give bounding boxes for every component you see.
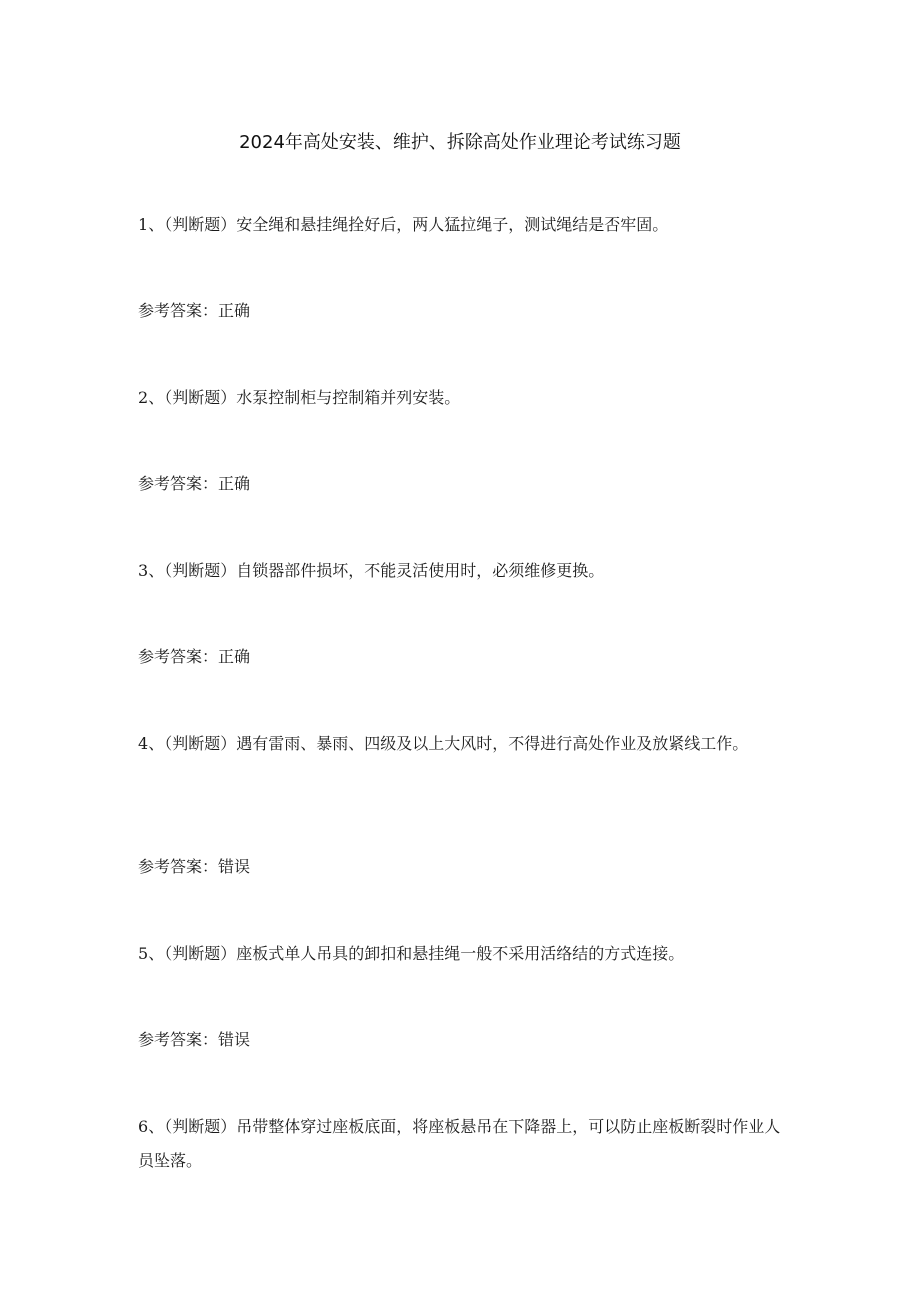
question-type: （判断题） [164, 1117, 237, 1136]
question-separator: 、 [148, 1117, 165, 1136]
answer-value: 错误 [218, 1030, 251, 1049]
question-type: （判断题） [164, 944, 237, 963]
answer-value: 正确 [218, 474, 251, 493]
question-2 [138, 381, 788, 415]
answer-label: 参考答案： [138, 301, 219, 320]
question-type: （判断题） [164, 388, 237, 407]
question-type: （判断题） [164, 215, 237, 234]
question-number: 1 [138, 215, 149, 234]
answer-value: 错误 [218, 857, 251, 876]
answer-1 [138, 299, 250, 323]
question-text: 吊带整体穿过座板底面，将座板悬吊在下降器上，可以防止座板断裂时作业人员坠落。 [138, 1117, 781, 1170]
answer-4 [138, 855, 250, 879]
question-3 [138, 554, 788, 588]
answer-2 [138, 472, 250, 496]
question-number: 3 [138, 561, 149, 580]
question-separator: 、 [148, 944, 165, 963]
question-text: 水泵控制柜与控制箱并列安装。 [236, 388, 461, 407]
question-separator: 、 [148, 388, 165, 407]
question-separator: 、 [148, 734, 165, 753]
question-1 [138, 208, 788, 242]
question-number: 2 [138, 388, 149, 407]
answer-value: 正确 [218, 647, 251, 666]
answer-label: 参考答案： [138, 647, 219, 666]
answer-value: 正确 [218, 301, 251, 320]
question-5 [138, 937, 788, 971]
question-text: 遇有雷雨、暴雨、四级及以上大风时，不得进行高处作业及放紧线工作。 [236, 734, 749, 753]
question-6 [138, 1110, 788, 1178]
document-title: 2024年高处安装、维护、拆除高处作业理论考试练习题 [239, 132, 681, 153]
question-text: 安全绳和悬挂绳拴好后，两人猛拉绳子，测试绳结是否牢固。 [236, 215, 669, 234]
question-number: 5 [138, 944, 149, 963]
answer-5 [138, 1028, 250, 1052]
answer-label: 参考答案： [138, 474, 219, 493]
answer-label: 参考答案： [138, 857, 219, 876]
question-text: 自锁器部件损坏，不能灵活使用时，必须维修更换。 [236, 561, 605, 580]
question-number: 6 [138, 1117, 149, 1136]
answer-3 [138, 645, 250, 669]
question-text: 座板式单人吊具的卸扣和悬挂绳一般不采用活络结的方式连接。 [236, 944, 685, 963]
question-number: 4 [138, 734, 149, 753]
answer-label: 参考答案： [138, 1030, 219, 1049]
question-separator: 、 [148, 215, 165, 234]
question-4 [138, 727, 758, 761]
question-type: （判断题） [164, 561, 237, 580]
question-type: （判断题） [164, 734, 237, 753]
question-separator: 、 [148, 561, 165, 580]
